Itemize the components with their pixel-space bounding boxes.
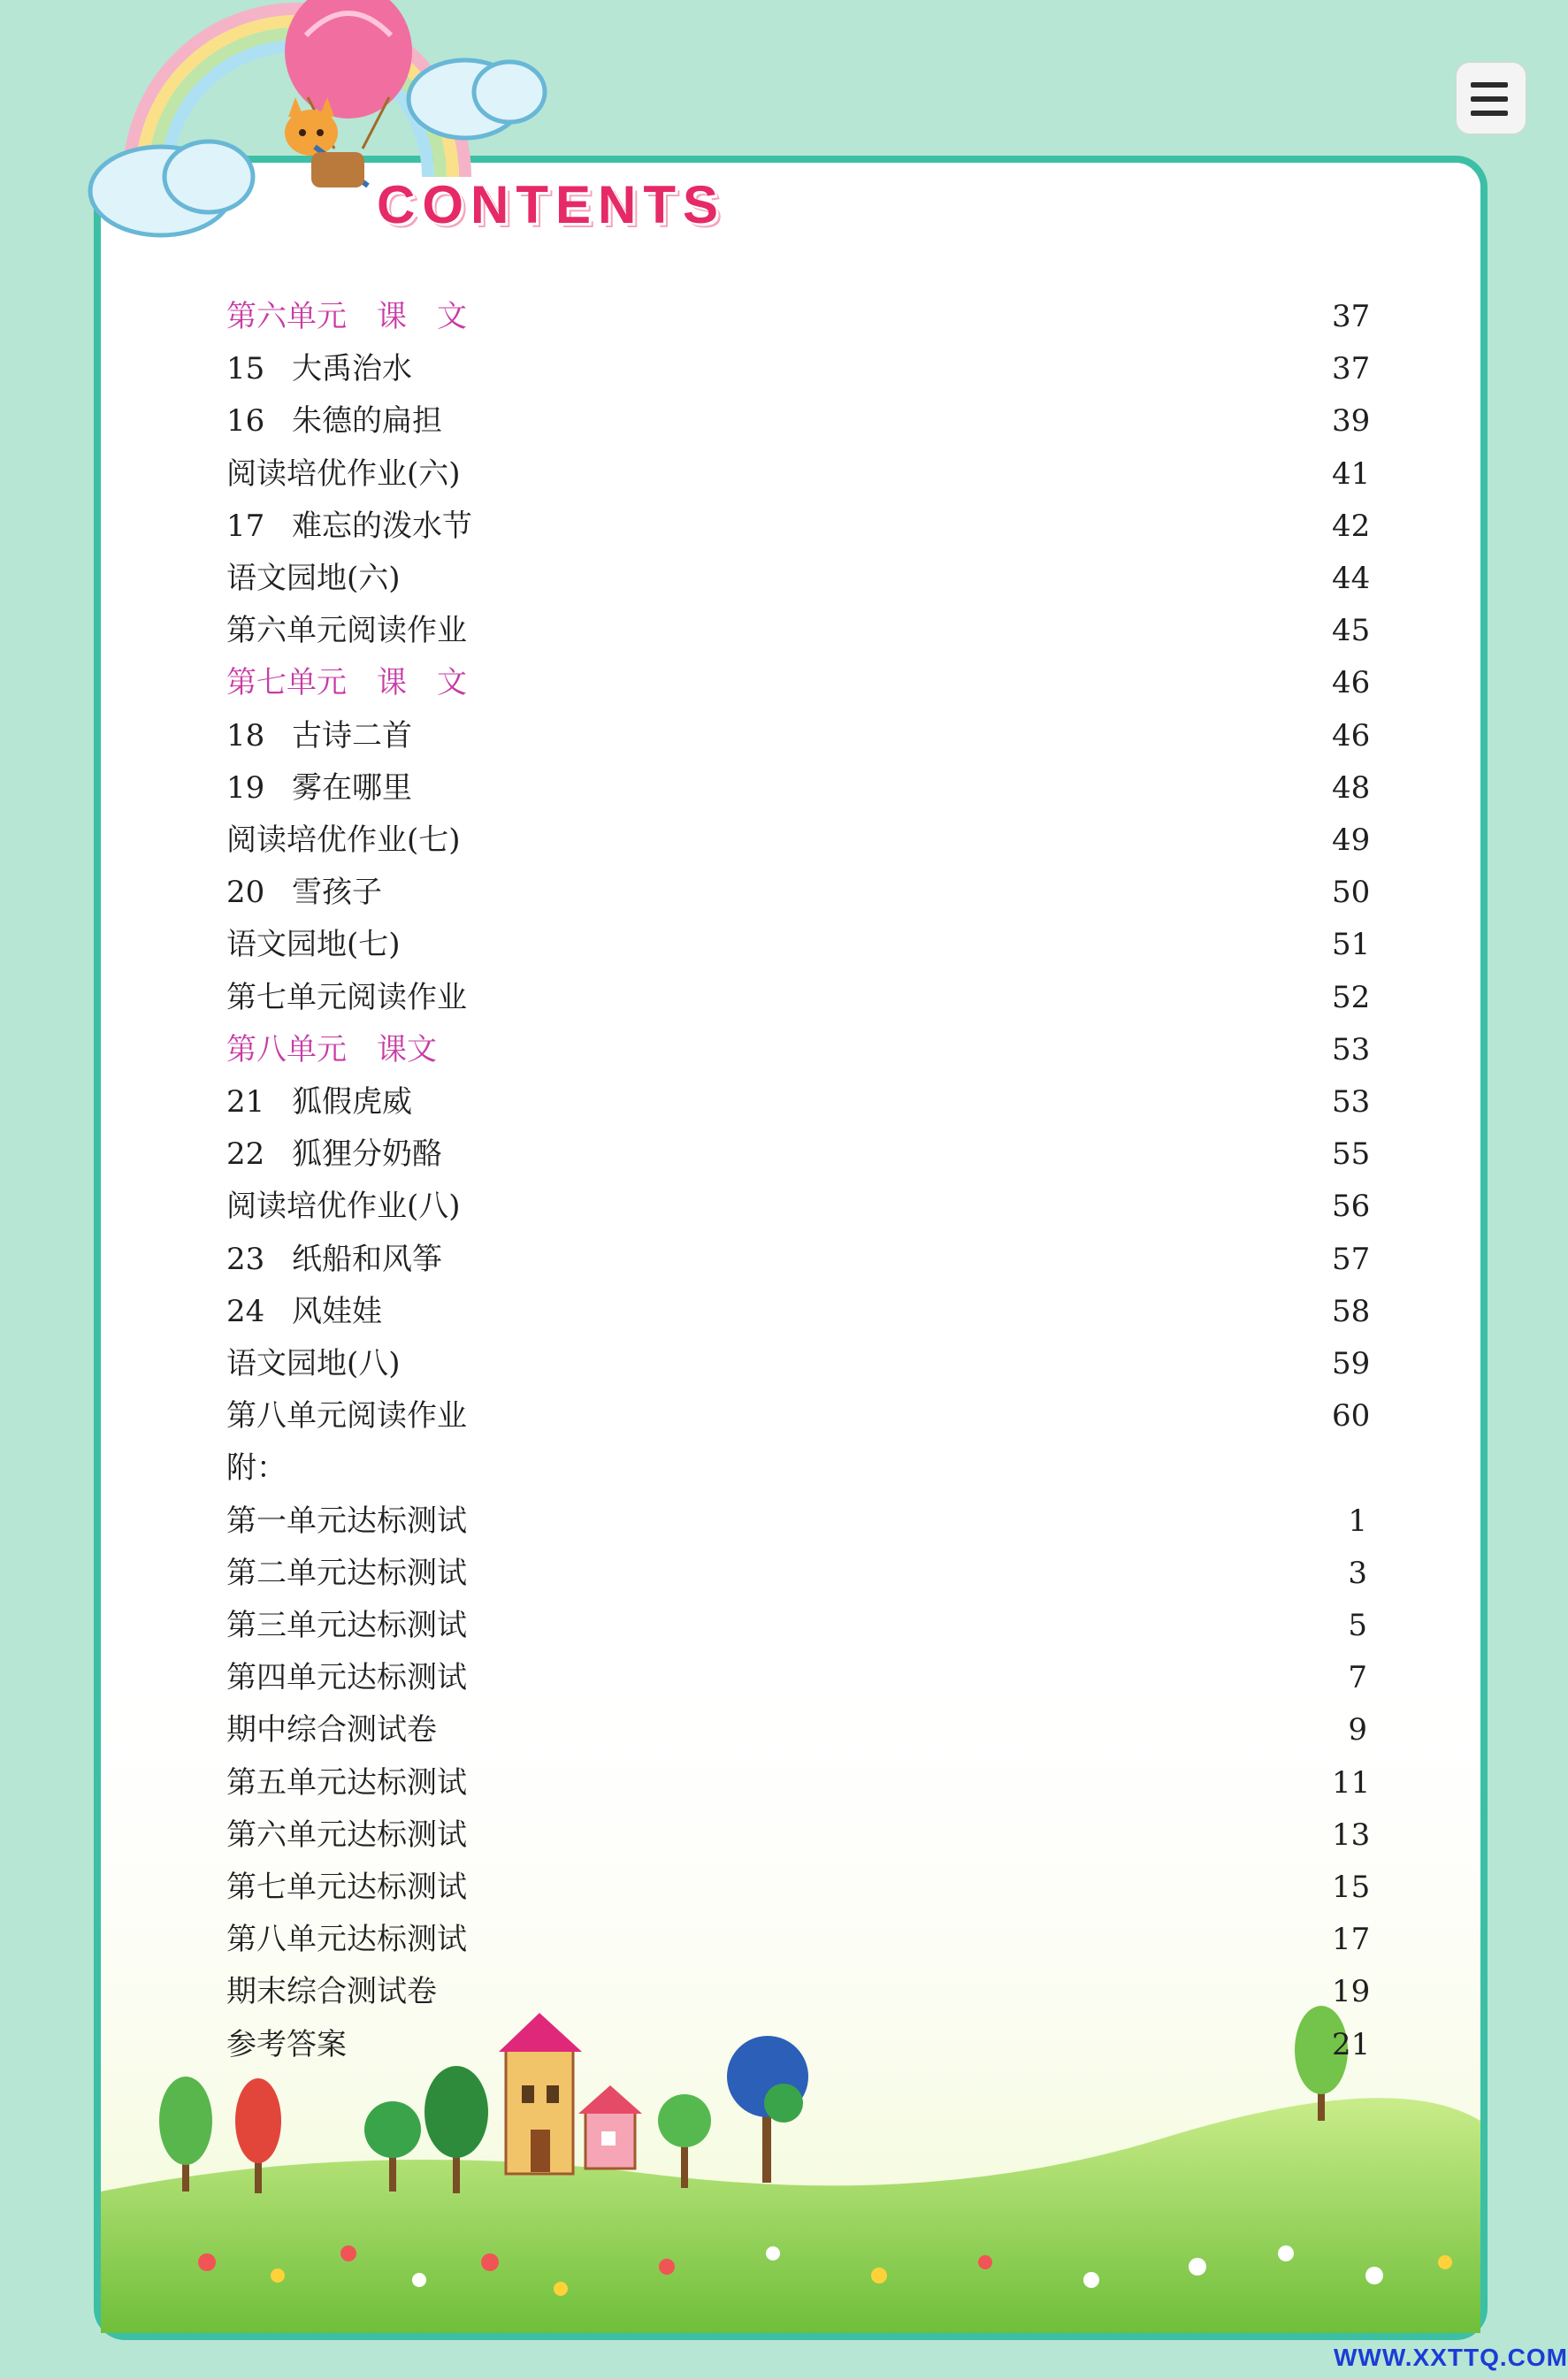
toc-title: 第七单元达标测试 bbox=[226, 1870, 467, 1905]
toc-leader-dots bbox=[483, 501, 1321, 551]
toc-leader-dots bbox=[495, 1496, 1327, 1546]
toc-title: 第四单元达标测试 bbox=[226, 1660, 467, 1695]
toc-leader-dots bbox=[478, 973, 1321, 1022]
toc-title: 雾在哪里 bbox=[292, 770, 412, 806]
toc-leader-dots bbox=[495, 1549, 1327, 1598]
toc-title: 第八单元达标测试 bbox=[226, 1922, 467, 1957]
toc-leader-dots bbox=[423, 1077, 1321, 1127]
toc-entry[interactable] bbox=[226, 711, 1371, 761]
toc-page-number: 39 bbox=[1332, 403, 1371, 439]
toc-leader-dots bbox=[423, 763, 1321, 813]
toc-entry[interactable] bbox=[226, 344, 1371, 394]
toc-entry[interactable] bbox=[226, 554, 1371, 603]
toc-entry[interactable] bbox=[226, 1496, 1367, 1546]
toc-page-number: 53 bbox=[1332, 1084, 1371, 1120]
toc-entry[interactable] bbox=[226, 1182, 1371, 1231]
toc-leader-dots bbox=[411, 1339, 1321, 1388]
hamburger-menu-icon bbox=[1471, 82, 1508, 88]
toc-page-number: 44 bbox=[1332, 561, 1371, 596]
toc-entry[interactable] bbox=[226, 1705, 1367, 1755]
toc-entry[interactable] bbox=[226, 1077, 1371, 1127]
toc-page-number: 3 bbox=[1348, 1556, 1367, 1591]
toc-page-number: 46 bbox=[1332, 665, 1371, 700]
toc-lesson-number: 24 bbox=[226, 1294, 265, 1329]
toc-title: 期末综合测试卷 bbox=[226, 1974, 437, 2009]
toc-entry[interactable] bbox=[226, 606, 1371, 655]
toc-entry[interactable] bbox=[226, 1863, 1371, 1912]
toc-page-number: 49 bbox=[1332, 822, 1371, 858]
toc-title: 阅读培优作业(八) bbox=[226, 1189, 461, 1224]
toc-entry[interactable] bbox=[226, 501, 1371, 551]
toc-page-number: 55 bbox=[1332, 1136, 1371, 1172]
toc-lesson-number: 20 bbox=[226, 875, 265, 910]
toc-title: 纸船和风筝 bbox=[292, 1242, 442, 1277]
toc-entry[interactable] bbox=[226, 449, 1371, 499]
toc-unit-heading[interactable] bbox=[226, 292, 1371, 341]
toc-title: 第六单元 课 文 bbox=[226, 299, 467, 334]
toc-title: 语文园地(六) bbox=[226, 561, 401, 596]
toc-page-number: 21 bbox=[1332, 2027, 1371, 2062]
toc-lesson-number: 16 bbox=[226, 403, 265, 439]
toc-leader-dots bbox=[471, 815, 1321, 865]
toc-title: 狐狸分奶酪 bbox=[292, 1136, 442, 1172]
toc-page-number: 17 bbox=[1332, 1922, 1371, 1957]
hamburger-menu-icon-line bbox=[1471, 111, 1508, 116]
menu-button[interactable] bbox=[1456, 62, 1526, 134]
toc-lesson-number: 17 bbox=[226, 509, 265, 544]
toc-title: 阅读培优作业(六) bbox=[226, 456, 461, 492]
toc-leader-dots bbox=[478, 1810, 1321, 1860]
toc-entry[interactable] bbox=[226, 763, 1371, 813]
toc-lesson-number: 22 bbox=[226, 1136, 265, 1172]
toc-leader-dots bbox=[495, 1653, 1327, 1702]
toc-leader-dots bbox=[453, 1129, 1321, 1179]
toc-page-number: 13 bbox=[1332, 1817, 1371, 1853]
toc-page-number: 57 bbox=[1332, 1242, 1371, 1277]
toc-title: 第六单元阅读作业 bbox=[226, 613, 467, 648]
toc-page-number: 19 bbox=[1332, 1974, 1371, 2009]
toc-title: 语文园地(七) bbox=[226, 927, 401, 962]
toc-title: 难忘的泼水节 bbox=[292, 509, 472, 544]
toc-title: 第三单元达标测试 bbox=[226, 1608, 467, 1643]
toc-leader-dots bbox=[478, 292, 1321, 341]
toc-entry[interactable] bbox=[226, 2020, 1371, 2069]
toc-title: 第一单元达标测试 bbox=[226, 1503, 467, 1539]
toc-entry[interactable] bbox=[226, 1235, 1371, 1284]
toc-lesson-number: 15 bbox=[226, 351, 265, 386]
toc-page-number: 56 bbox=[1332, 1189, 1371, 1224]
toc-page-number: 51 bbox=[1332, 927, 1371, 962]
toc-section-heading bbox=[226, 1443, 1367, 1493]
toc-leader-dots bbox=[447, 1967, 1321, 2016]
toc-leader-dots bbox=[495, 1601, 1327, 1650]
toc-title: 附： bbox=[226, 1450, 287, 1486]
toc-page-number: 1 bbox=[1348, 1503, 1367, 1539]
toc-entry[interactable] bbox=[226, 1339, 1371, 1388]
toc-leader-dots bbox=[478, 1391, 1321, 1441]
toc-lesson-number: 19 bbox=[226, 770, 265, 806]
toc-page-number: 37 bbox=[1332, 351, 1371, 386]
toc-leader-dots bbox=[471, 1182, 1321, 1231]
toc-leader-dots bbox=[478, 658, 1321, 708]
toc-lesson-number: 21 bbox=[226, 1084, 265, 1120]
toc-leader-dots bbox=[393, 1287, 1321, 1336]
toc-page-number: 42 bbox=[1332, 509, 1371, 544]
toc-entry[interactable] bbox=[226, 868, 1371, 917]
toc-entry[interactable] bbox=[226, 1967, 1371, 2016]
toc-title: 第二单元达标测试 bbox=[226, 1556, 467, 1591]
toc-title: 第八单元 课文 bbox=[226, 1032, 437, 1067]
toc-entry[interactable] bbox=[226, 1915, 1371, 1964]
toc-page-number: 45 bbox=[1332, 613, 1371, 648]
toc-title: 雪孩子 bbox=[292, 875, 382, 910]
toc-title: 朱德的扁担 bbox=[292, 403, 442, 439]
toc-page-number: 50 bbox=[1332, 875, 1371, 910]
toc-title: 语文园地(八) bbox=[226, 1346, 401, 1381]
toc-page-number: 41 bbox=[1332, 456, 1371, 492]
toc-entry[interactable] bbox=[226, 1287, 1371, 1336]
toc-title: 大禹治水 bbox=[292, 351, 412, 386]
toc-entry[interactable] bbox=[226, 1653, 1367, 1702]
toc-leader-dots bbox=[471, 449, 1321, 499]
toc-title: 第六单元达标测试 bbox=[226, 1817, 467, 1853]
toc-leader-dots bbox=[423, 344, 1321, 394]
toc-leader-dots bbox=[423, 711, 1321, 761]
toc-entry[interactable] bbox=[226, 1391, 1371, 1441]
toc-leader-dots bbox=[411, 554, 1321, 603]
toc-page-number: 52 bbox=[1332, 980, 1371, 1015]
toc-entry[interactable] bbox=[226, 1601, 1367, 1650]
page-title: CONTENTS bbox=[377, 175, 725, 234]
toc-page-number: 46 bbox=[1332, 718, 1371, 753]
toc-leader-dots bbox=[478, 1915, 1321, 1964]
toc-title: 期中综合测试卷 bbox=[226, 1712, 437, 1748]
toc-page-number: 7 bbox=[1348, 1660, 1367, 1695]
toc-title: 阅读培优作业(七) bbox=[226, 822, 461, 858]
toc-lesson-number: 18 bbox=[226, 718, 265, 753]
toc-page-number: 60 bbox=[1332, 1398, 1371, 1434]
toc-title: 第七单元阅读作业 bbox=[226, 980, 467, 1015]
toc-entry[interactable] bbox=[226, 1549, 1367, 1598]
toc-page-number: 5 bbox=[1348, 1608, 1367, 1643]
toc-page-number: 15 bbox=[1332, 1870, 1371, 1905]
toc-entry[interactable] bbox=[226, 1758, 1371, 1808]
toc-lesson-number: 23 bbox=[226, 1242, 265, 1277]
toc-leader-dots bbox=[447, 1025, 1321, 1075]
toc-title: 风娃娃 bbox=[292, 1294, 382, 1329]
toc-title: 古诗二首 bbox=[292, 718, 412, 753]
toc-leader-dots bbox=[453, 1235, 1321, 1284]
toc-leader-dots bbox=[393, 868, 1321, 917]
toc-entry[interactable] bbox=[226, 920, 1371, 969]
toc-leader-dots bbox=[478, 1863, 1321, 1912]
toc-unit-heading[interactable] bbox=[226, 1025, 1371, 1075]
toc-entry[interactable] bbox=[226, 396, 1371, 446]
toc-entry[interactable] bbox=[226, 1129, 1371, 1179]
toc-page-number: 37 bbox=[1332, 299, 1371, 334]
toc-page-number: 9 bbox=[1348, 1712, 1367, 1748]
toc-title: 第八单元阅读作业 bbox=[226, 1398, 467, 1434]
toc-entry[interactable] bbox=[226, 1810, 1371, 1860]
toc-page-number: 53 bbox=[1332, 1032, 1371, 1067]
toc-leader-dots bbox=[453, 396, 1321, 446]
hamburger-menu-icon-line bbox=[1471, 96, 1508, 102]
toc-unit-heading[interactable] bbox=[226, 658, 1371, 708]
toc-leader-dots bbox=[478, 606, 1321, 655]
toc-leader-dots bbox=[357, 2020, 1321, 2069]
toc-title: 第五单元达标测试 bbox=[226, 1765, 467, 1801]
toc-title: 第七单元 课 文 bbox=[226, 665, 467, 700]
watermark-url: WWW.XXTTQ.COM bbox=[1334, 2344, 1568, 2371]
toc-entry[interactable] bbox=[226, 973, 1371, 1022]
toc-title: 狐假虎威 bbox=[292, 1084, 412, 1120]
toc-leader-dots bbox=[478, 1758, 1321, 1808]
toc-page-number: 59 bbox=[1332, 1346, 1371, 1381]
toc-page-number: 11 bbox=[1332, 1765, 1371, 1801]
toc-leader-dots bbox=[465, 1705, 1327, 1755]
toc-title: 参考答案 bbox=[226, 2027, 347, 2062]
toc-page-number: 48 bbox=[1332, 770, 1371, 806]
toc-page-number: 58 bbox=[1332, 1294, 1371, 1329]
toc-leader-dots bbox=[411, 920, 1321, 969]
toc-entry[interactable] bbox=[226, 815, 1371, 865]
